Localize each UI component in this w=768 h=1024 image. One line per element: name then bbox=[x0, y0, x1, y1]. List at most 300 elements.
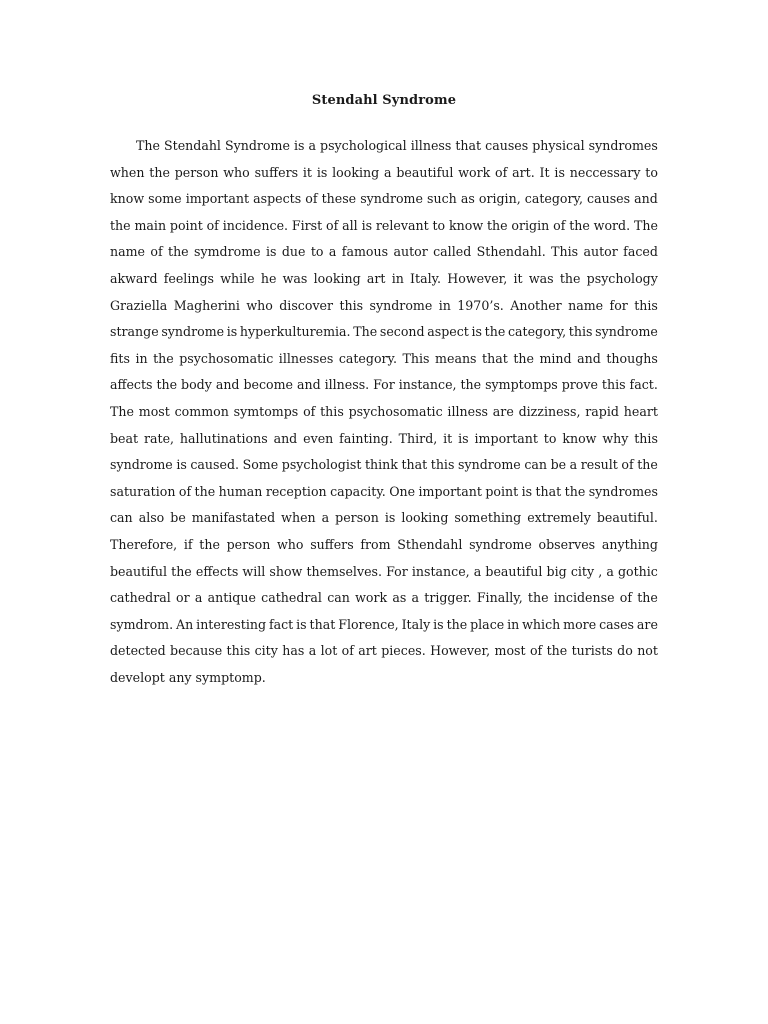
word: who bbox=[246, 297, 273, 313]
word: most bbox=[138, 403, 170, 419]
word: effects bbox=[195, 563, 239, 579]
word: Some bbox=[242, 457, 279, 473]
word: Graziella bbox=[110, 297, 168, 313]
word: a bbox=[308, 643, 317, 659]
word: important bbox=[185, 191, 250, 207]
word: symdrom. bbox=[110, 616, 174, 632]
word: hallutinations bbox=[179, 430, 268, 446]
word: the bbox=[171, 563, 192, 579]
word: show bbox=[269, 563, 303, 579]
body-text-line bbox=[110, 186, 658, 213]
word: think bbox=[364, 457, 398, 473]
word: a bbox=[569, 457, 578, 473]
word: symdrome bbox=[194, 244, 261, 260]
word: when bbox=[110, 164, 145, 180]
body-text-line bbox=[110, 559, 658, 586]
word: the bbox=[486, 217, 508, 233]
word: This bbox=[551, 244, 579, 260]
word: antique bbox=[207, 590, 256, 606]
body-text-line bbox=[110, 266, 658, 293]
word: this bbox=[634, 430, 658, 446]
word: be bbox=[550, 457, 567, 473]
word: neccessary bbox=[569, 164, 641, 180]
word: it bbox=[513, 270, 523, 286]
word: if bbox=[183, 536, 193, 552]
word: the bbox=[149, 164, 170, 180]
word: that bbox=[309, 616, 336, 632]
word: are bbox=[492, 403, 514, 419]
word: the bbox=[156, 377, 178, 393]
word: syndromes bbox=[588, 483, 658, 499]
word: and bbox=[273, 430, 298, 446]
word: psychosomatic bbox=[179, 350, 274, 366]
word: to bbox=[310, 244, 324, 260]
word: fits bbox=[110, 350, 130, 366]
word: will bbox=[242, 563, 266, 579]
word: An bbox=[176, 616, 194, 632]
word: detected bbox=[110, 643, 166, 659]
word: suffers bbox=[254, 164, 299, 180]
word: caused. bbox=[190, 457, 240, 473]
word: looking bbox=[313, 270, 361, 286]
word: Stendahl bbox=[164, 138, 221, 153]
word: Magherini bbox=[173, 297, 240, 313]
word: turists bbox=[571, 643, 613, 659]
word: cathedral bbox=[261, 590, 322, 606]
word: causes bbox=[485, 138, 529, 153]
word: this bbox=[430, 457, 455, 473]
word: the bbox=[460, 377, 482, 393]
word: city bbox=[254, 643, 278, 659]
body-text-line bbox=[110, 638, 658, 665]
word: of bbox=[178, 483, 192, 499]
word: themselves. bbox=[306, 563, 382, 579]
word: the bbox=[199, 536, 220, 552]
word: is bbox=[316, 164, 328, 180]
word: in bbox=[135, 350, 148, 366]
word: instance, bbox=[398, 377, 457, 393]
word: art bbox=[358, 643, 377, 659]
word: most bbox=[494, 643, 526, 659]
body-text-line bbox=[110, 426, 658, 453]
word: lot bbox=[320, 643, 338, 659]
word: be bbox=[170, 510, 186, 526]
word: of bbox=[150, 244, 163, 260]
word: this bbox=[339, 297, 364, 313]
word: know bbox=[110, 191, 145, 207]
word: second bbox=[379, 324, 425, 340]
word: result bbox=[580, 457, 618, 473]
body-text-line bbox=[110, 372, 658, 399]
word: this bbox=[634, 297, 658, 313]
word: and bbox=[634, 191, 658, 207]
word: is bbox=[296, 616, 307, 632]
word: Italy. bbox=[410, 270, 442, 286]
word: even bbox=[303, 430, 334, 446]
word: to bbox=[645, 164, 658, 180]
word: such bbox=[427, 191, 457, 207]
word: hyperkulturemia. bbox=[239, 324, 351, 340]
word: beat bbox=[110, 430, 139, 446]
word: know bbox=[562, 430, 597, 446]
word: psychology bbox=[586, 270, 658, 286]
word: point bbox=[485, 483, 519, 499]
word: the bbox=[168, 244, 189, 260]
word: illness. bbox=[324, 377, 370, 393]
word: of bbox=[303, 403, 316, 419]
word: that bbox=[401, 457, 428, 473]
body-text-line bbox=[110, 293, 658, 320]
word: is bbox=[265, 244, 277, 260]
word: , bbox=[598, 563, 603, 579]
word: this bbox=[320, 403, 344, 419]
word: is bbox=[458, 430, 469, 446]
word: looking bbox=[332, 164, 380, 180]
document-body-paragraph bbox=[110, 133, 658, 691]
word: the bbox=[527, 590, 549, 606]
word: beautiful. bbox=[596, 510, 658, 526]
word: beautiful bbox=[485, 563, 543, 579]
word: can bbox=[524, 457, 547, 473]
word: person bbox=[335, 510, 379, 526]
word: the bbox=[194, 483, 216, 499]
word: a bbox=[606, 563, 614, 579]
word: fact bbox=[268, 616, 294, 632]
word: why bbox=[602, 430, 629, 446]
word: looking bbox=[401, 510, 449, 526]
word: word. bbox=[593, 217, 631, 233]
word: this bbox=[226, 643, 251, 659]
word: was bbox=[282, 270, 308, 286]
word: important bbox=[418, 483, 482, 499]
word: he bbox=[260, 270, 277, 286]
word: strange bbox=[110, 324, 159, 340]
word: and bbox=[577, 350, 601, 366]
word: in bbox=[507, 616, 520, 632]
word: of bbox=[305, 191, 318, 207]
word: Third, bbox=[398, 430, 438, 446]
word: the bbox=[446, 616, 468, 632]
word: the bbox=[559, 270, 581, 286]
word: and bbox=[215, 377, 240, 393]
word: the bbox=[569, 217, 590, 233]
word: of bbox=[553, 217, 566, 233]
body-text-line bbox=[110, 585, 658, 612]
word: point bbox=[169, 217, 203, 233]
word: Sthendahl bbox=[397, 536, 463, 552]
word: of bbox=[326, 217, 339, 233]
word: more bbox=[563, 616, 597, 632]
word: it bbox=[443, 430, 453, 446]
word: as bbox=[460, 191, 475, 207]
word: while bbox=[220, 270, 255, 286]
word: manifastated bbox=[191, 510, 276, 526]
word: of bbox=[621, 457, 634, 473]
word: feelings bbox=[163, 270, 214, 286]
word: is bbox=[176, 457, 187, 473]
word: big bbox=[546, 563, 567, 579]
word: of bbox=[529, 643, 543, 659]
word: the bbox=[637, 457, 658, 473]
word: instance, bbox=[411, 563, 470, 579]
word: akward bbox=[110, 270, 158, 286]
word: Therefore, bbox=[110, 536, 178, 552]
word: is bbox=[521, 483, 533, 499]
body-text-line bbox=[110, 479, 658, 506]
word: For bbox=[386, 563, 408, 579]
word: affects bbox=[110, 377, 153, 393]
word: origin, bbox=[478, 191, 521, 207]
word: category. bbox=[338, 350, 397, 366]
word: is bbox=[554, 164, 565, 180]
word: Syndrome bbox=[225, 138, 290, 153]
word: to bbox=[432, 217, 446, 233]
word: The bbox=[353, 324, 378, 340]
document-title: Stendahl Syndrome bbox=[311, 93, 457, 108]
word: cases bbox=[599, 616, 635, 632]
word: work bbox=[355, 590, 388, 606]
word: heart bbox=[623, 403, 658, 419]
word: that bbox=[455, 138, 482, 153]
word: fact. bbox=[629, 377, 658, 393]
word: the bbox=[484, 324, 506, 340]
word: rate, bbox=[143, 430, 175, 446]
word: syndrome bbox=[469, 536, 532, 552]
word: name bbox=[110, 244, 146, 260]
word: for bbox=[609, 297, 628, 313]
word: 1970’s. bbox=[457, 297, 504, 313]
word: syndrome bbox=[110, 457, 173, 473]
word: due bbox=[281, 244, 306, 260]
word: this bbox=[601, 377, 626, 393]
word: from bbox=[360, 536, 391, 552]
word: some bbox=[148, 191, 182, 207]
word: syndrome bbox=[161, 324, 225, 340]
word: person bbox=[174, 164, 219, 180]
word: physical bbox=[532, 138, 585, 153]
word: is bbox=[433, 616, 444, 632]
word: person bbox=[226, 536, 271, 552]
word: become bbox=[243, 377, 293, 393]
body-text-line bbox=[110, 133, 658, 160]
word: body bbox=[181, 377, 212, 393]
word: a bbox=[384, 164, 392, 180]
body-text-line bbox=[110, 160, 658, 187]
word: syndrome bbox=[369, 297, 433, 313]
word: However, bbox=[430, 643, 491, 659]
word: illness bbox=[447, 403, 488, 419]
word: fainting. bbox=[339, 430, 393, 446]
word: the bbox=[110, 217, 131, 233]
word: The bbox=[136, 138, 160, 153]
word: Another bbox=[510, 297, 562, 313]
word: aspect bbox=[427, 324, 469, 340]
word: not bbox=[637, 643, 658, 659]
word: know bbox=[449, 217, 484, 233]
word: these bbox=[321, 191, 357, 207]
word: Florence, bbox=[338, 616, 399, 632]
word: capacity. bbox=[330, 483, 386, 499]
word: a bbox=[328, 244, 337, 260]
body-text-line bbox=[110, 319, 658, 346]
word: and bbox=[296, 377, 321, 393]
word: cathedral bbox=[110, 590, 171, 606]
word: is bbox=[471, 324, 483, 340]
word: This bbox=[402, 350, 430, 366]
word: Sthendahl. bbox=[476, 244, 546, 260]
word: a bbox=[321, 510, 330, 526]
word: in bbox=[391, 270, 404, 286]
word: saturation bbox=[110, 483, 176, 499]
word: Finally, bbox=[476, 590, 523, 606]
word: syndrome bbox=[595, 324, 658, 340]
body-text-line bbox=[110, 505, 658, 532]
word: of bbox=[619, 590, 632, 606]
word: it bbox=[302, 164, 312, 180]
word: that bbox=[535, 483, 562, 499]
word: is bbox=[226, 324, 238, 340]
word: category, bbox=[507, 324, 567, 340]
word: important bbox=[474, 430, 538, 446]
word: thoughs bbox=[606, 350, 658, 366]
word: the bbox=[637, 590, 658, 606]
word: city bbox=[570, 563, 595, 579]
word: is bbox=[384, 510, 396, 526]
word: symptomps bbox=[485, 377, 558, 393]
word: illnesses bbox=[278, 350, 334, 366]
word: gothic bbox=[617, 563, 658, 579]
word: because bbox=[170, 643, 223, 659]
word: aspects bbox=[253, 191, 302, 207]
word: autor bbox=[393, 244, 428, 260]
word: trigger. bbox=[424, 590, 472, 606]
word: The bbox=[110, 403, 134, 419]
word: syndrome bbox=[458, 457, 521, 473]
word: pieces. bbox=[381, 643, 426, 659]
body-text-line bbox=[110, 239, 658, 266]
word: faced bbox=[623, 244, 658, 260]
word: psychosomatic bbox=[348, 403, 443, 419]
word: a bbox=[473, 563, 482, 579]
word: the bbox=[153, 350, 174, 366]
word: prove bbox=[561, 377, 598, 393]
word: dizziness, bbox=[518, 403, 581, 419]
word: when bbox=[281, 510, 316, 526]
word: in bbox=[438, 297, 451, 313]
word: all bbox=[342, 217, 358, 233]
word: main bbox=[134, 217, 167, 233]
word: beautiful bbox=[396, 164, 454, 180]
word: are bbox=[636, 616, 658, 632]
word: of bbox=[495, 164, 508, 180]
body-text-line bbox=[110, 346, 658, 373]
word: However, bbox=[447, 270, 508, 286]
word: mind bbox=[539, 350, 572, 366]
word: causes bbox=[587, 191, 631, 207]
word: human bbox=[218, 483, 263, 499]
word: psychological bbox=[320, 138, 407, 153]
word: is bbox=[293, 138, 305, 153]
word: Italy bbox=[401, 616, 431, 632]
body-text-line bbox=[110, 213, 658, 240]
word: relevant bbox=[375, 217, 429, 233]
word: syndrome bbox=[360, 191, 423, 207]
word: illness bbox=[410, 138, 452, 153]
word: First bbox=[291, 217, 323, 233]
word: The bbox=[633, 217, 658, 233]
word: psychologist bbox=[281, 457, 362, 473]
word: incidense bbox=[553, 590, 615, 606]
word: of bbox=[341, 643, 354, 659]
body-text-line bbox=[110, 612, 658, 639]
word: interesting bbox=[196, 616, 267, 632]
word: was bbox=[528, 270, 554, 286]
word: symtomps bbox=[233, 403, 299, 419]
word: autor bbox=[583, 244, 618, 260]
word: art. bbox=[512, 164, 535, 180]
word: do bbox=[617, 643, 633, 659]
word: of bbox=[206, 217, 219, 233]
word: the bbox=[513, 350, 534, 366]
word: reception bbox=[265, 483, 327, 499]
word: a bbox=[411, 590, 420, 606]
word: this bbox=[568, 324, 593, 340]
word: art bbox=[366, 270, 386, 286]
word: name bbox=[568, 297, 604, 313]
word: to bbox=[543, 430, 557, 446]
word: discover bbox=[279, 297, 334, 313]
word: who bbox=[277, 536, 304, 552]
word: syndromes bbox=[588, 138, 658, 153]
word: means bbox=[435, 350, 477, 366]
word: anything bbox=[601, 536, 658, 552]
word: suffers bbox=[310, 536, 354, 552]
word: called bbox=[433, 244, 472, 260]
word: It bbox=[539, 164, 550, 180]
word: can bbox=[327, 590, 350, 606]
word: common bbox=[174, 403, 229, 419]
word: category, bbox=[524, 191, 583, 207]
word: One bbox=[389, 483, 416, 499]
word: incidence. bbox=[222, 217, 289, 233]
word: the bbox=[564, 483, 586, 499]
word: a bbox=[308, 138, 316, 153]
word: For bbox=[373, 377, 395, 393]
body-text-line bbox=[110, 532, 658, 559]
word: is bbox=[361, 217, 373, 233]
word: has bbox=[282, 643, 305, 659]
word: also bbox=[138, 510, 165, 526]
word: rapid bbox=[585, 403, 619, 419]
word: which bbox=[522, 616, 561, 632]
word: famous bbox=[341, 244, 389, 260]
body-text-line bbox=[110, 399, 658, 426]
body-text-line bbox=[110, 452, 658, 479]
word: place bbox=[470, 616, 505, 632]
word: beautiful bbox=[110, 563, 168, 579]
word: that bbox=[482, 350, 508, 366]
word: or bbox=[176, 590, 190, 606]
word: as bbox=[392, 590, 407, 606]
word: can bbox=[110, 510, 133, 526]
word: the bbox=[546, 643, 568, 659]
word: who bbox=[223, 164, 250, 180]
word: a bbox=[194, 590, 203, 606]
word: origin bbox=[511, 217, 550, 233]
word: something bbox=[454, 510, 522, 526]
word: observes bbox=[538, 536, 596, 552]
word: work bbox=[458, 164, 491, 180]
